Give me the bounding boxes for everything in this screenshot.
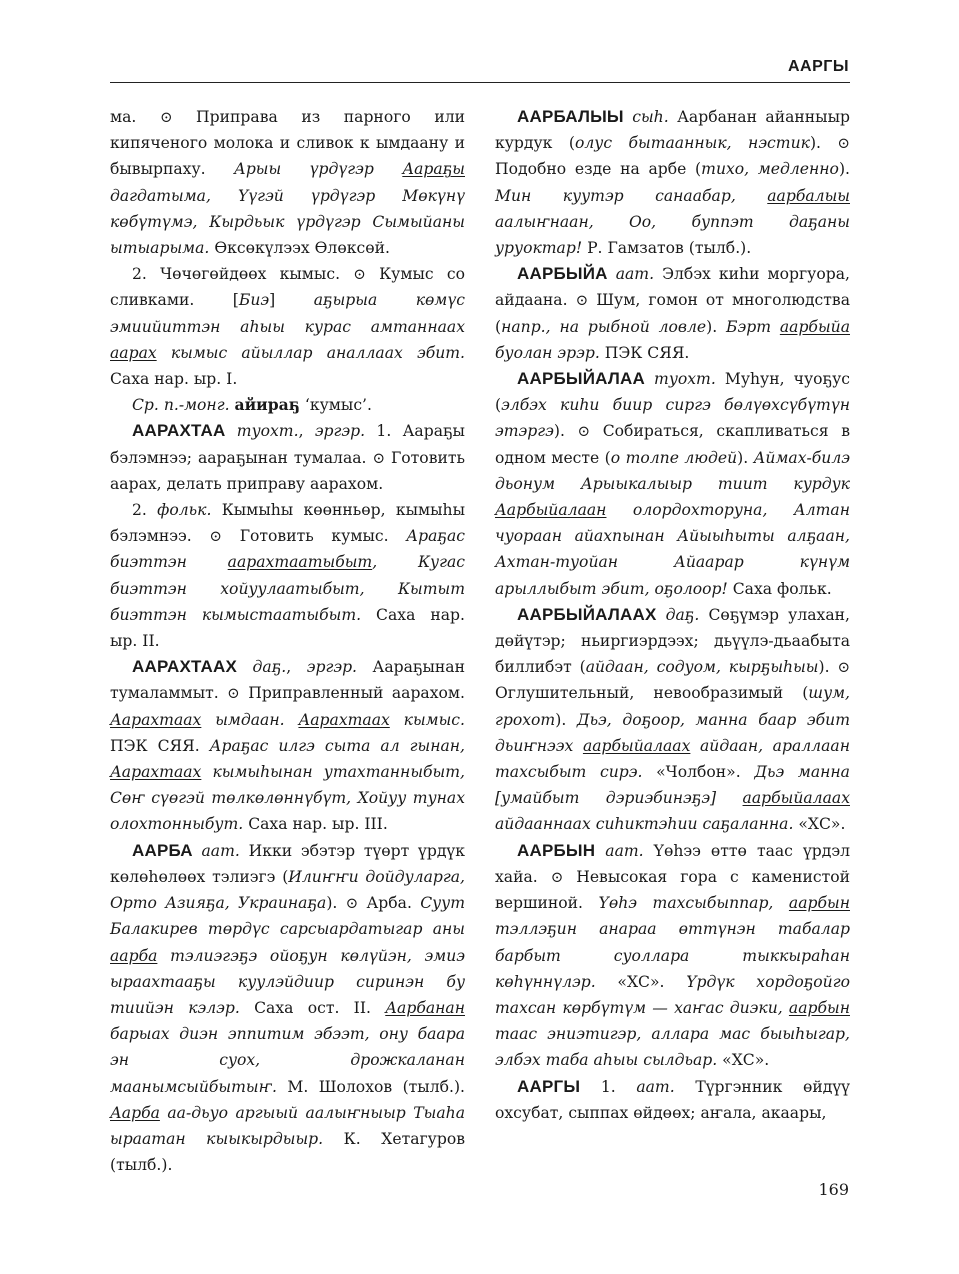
italic-text: Үөһэ тахсыбыппар, bbox=[598, 894, 789, 913]
italic-text: тихо, медленно bbox=[701, 160, 839, 179]
text-run: 2. bbox=[132, 501, 158, 520]
italic-text: дагдатыма, Үүгэй үрдүгэр Мөкүнү көбүтүмэ, Кырдьык үрдүгэр Сымыйаны ытыарыма. bbox=[110, 186, 465, 258]
italic-text: туохт. bbox=[654, 370, 716, 389]
text-run: Подобно езде на арбе ( bbox=[495, 160, 702, 179]
italic-text: напр., на рыбной ловле bbox=[501, 317, 707, 336]
text-run: ). bbox=[838, 160, 850, 179]
italic-text: таас эниэтигэр, аллара мас быыһыгар, элбэх таба аһыы сылдьар. bbox=[495, 1025, 850, 1070]
italic-text: айдаан, араллаан тахсыбыт сирэ. bbox=[495, 736, 850, 782]
text-run: Сөҕүмэр улахан, дөйүтэр; ньиргиэрдээх; дьүүлэ-дьаабыта биллибэт ( bbox=[495, 605, 850, 677]
text-run: Өксөкүлээх Өлөксөй. bbox=[209, 239, 390, 258]
text-run: 1. bbox=[580, 1077, 637, 1096]
text-run: Приправа из парного или кипяченого молока и сливок к ымдаану и бывырпаху. bbox=[110, 108, 466, 179]
italic-text: барыах диэн эппитим эбээт, ону баара эн суох, дрожкаланан маанымсыйбытыҥ. bbox=[110, 1025, 465, 1096]
text-run: Арба. bbox=[358, 894, 421, 913]
underlined-example-word: аарбыйа bbox=[779, 317, 850, 336]
italic-text: тэлиэгэҕэ ойоҕун көлүйэн, эмиэ ыраахтааҕы куулэйдиир сиринэн бу тиийэн кэлэр. bbox=[110, 946, 465, 1017]
underlined-example-word: Аарахтаах bbox=[110, 710, 202, 729]
italic-text: Араҕас биэттэн bbox=[110, 527, 465, 572]
text-run: ПЭК СЯЯ. bbox=[110, 736, 210, 755]
text-run: ). bbox=[809, 134, 838, 153]
text-run: Элбэх киһи моргуора, айдаана. bbox=[495, 265, 850, 310]
text-run: Түргэнник өйдүү охсубат, сыппах өйдөөх; аҥала, акаары, bbox=[495, 1077, 850, 1122]
circle-dot-icon: ⊙ bbox=[159, 108, 173, 126]
text-run: Собираться, скапливаться в одном месте ( bbox=[495, 422, 851, 467]
italic-text: айдааннаах сиһиктэһии саҕаланна. bbox=[495, 815, 794, 834]
text-run bbox=[608, 265, 616, 283]
italic-text: кымыһынан утахтанныбыт, Сөҥ сүөгэй төлкөлөннүбүт, Хойуу тунах олохтонныбут. bbox=[110, 763, 465, 834]
text-run: Аараҕынан тумаламмыт. bbox=[110, 658, 465, 703]
italic-text: сыһ. bbox=[632, 108, 669, 126]
circle-dot-icon: ⊙ bbox=[575, 291, 589, 310]
text-run bbox=[656, 606, 665, 624]
circle-dot-icon: ⊙ bbox=[372, 448, 386, 467]
text-run: 2. Чөчөгөйдөөх кымыс. bbox=[132, 265, 354, 284]
underlined-example-word: аарахтаатыбыт bbox=[227, 553, 373, 572]
entry-paragraph bbox=[495, 104, 850, 261]
text-run: Үөһээ өттө таас үрдэл хайа. bbox=[495, 841, 850, 886]
text-run bbox=[624, 108, 632, 126]
underlined-example-word: Аарахтаах bbox=[298, 710, 390, 729]
underlined-example-word: Аарба bbox=[110, 1103, 160, 1122]
text-run bbox=[237, 658, 253, 676]
circle-dot-icon: ⊙ bbox=[353, 265, 366, 284]
circle-dot-icon: ⊙ bbox=[209, 527, 222, 546]
italic-text: фольк. bbox=[157, 501, 212, 520]
circle-dot-icon: ⊙ bbox=[837, 658, 851, 677]
text-run: Готовить кумыс. bbox=[222, 527, 407, 546]
headword: ААРБА bbox=[132, 840, 193, 860]
text-run: «ХС». bbox=[595, 972, 687, 991]
underlined-example-word: аарах bbox=[110, 343, 157, 362]
text-run: 1. Аараҕы бэлэмнээ; аараҕынан тумалаа. bbox=[110, 422, 465, 467]
text-run: Р. Гамзатов (тылб.). bbox=[582, 239, 752, 258]
text-run: ма. bbox=[110, 108, 160, 126]
italic-text: аҕырыа көмүс эмиийиттэн аһыы курас амтаннаах bbox=[110, 291, 465, 336]
headword: ААРБЫЙА bbox=[517, 264, 608, 284]
italic-text: аалыҥнаан, Оо, буппэт даҕаны уруоктар! bbox=[495, 212, 850, 258]
italic-text: ымдаан. bbox=[201, 710, 299, 729]
italic-text: айдаан, содуом, кырҕыһыы bbox=[585, 658, 819, 677]
italic-text: Үрдүк хордоҕойго тахсан көрбүтүм — хаҥас диэки, bbox=[495, 972, 850, 1017]
entry-paragraph bbox=[495, 838, 850, 1074]
left-column bbox=[110, 104, 465, 1178]
italic-text: аат. bbox=[636, 1077, 675, 1096]
entry-paragraph bbox=[495, 261, 850, 366]
text-run: Готовить аарах, делать приправу аарахом. bbox=[110, 448, 465, 493]
italic-text: Биэ bbox=[238, 291, 270, 310]
entry-paragraph bbox=[495, 602, 850, 838]
italic-text: Бэрт bbox=[726, 317, 780, 336]
page-number: 169 bbox=[818, 1180, 849, 1199]
underlined-example-word: Аарахтаах bbox=[110, 763, 202, 782]
headword: ААРБЫЙАЛААХ bbox=[517, 604, 657, 624]
italic-text: Суут Балакирев төрдүс сарсыардатыгар аны bbox=[110, 894, 465, 939]
italic-text: Араҕас илгэ сыта ал гынан, bbox=[209, 736, 465, 755]
text-run: «ХС». bbox=[717, 1051, 770, 1070]
underlined-example-word: аарбын bbox=[788, 998, 850, 1017]
italic-text: Мин куутэр санаабар, bbox=[495, 186, 768, 205]
headword: ААРБЫН bbox=[517, 840, 596, 860]
italic-text: тэллэҕин анараа өттүнэн табалар барбыт суоллара тыккыраһан көһүннүлэр. bbox=[495, 920, 850, 991]
headword: ААРАХТАА bbox=[132, 421, 226, 441]
italic-text: кымыс. bbox=[389, 710, 465, 729]
text-run: , bbox=[298, 422, 315, 441]
italic-text: о толпе людей bbox=[610, 448, 738, 467]
text-run bbox=[595, 842, 605, 860]
text-run: ПЭК СЯЯ. bbox=[599, 343, 690, 362]
text-run bbox=[645, 370, 654, 388]
right-column bbox=[495, 104, 850, 1126]
entry-paragraph bbox=[110, 497, 465, 654]
italic-text: шум, грохот bbox=[495, 684, 850, 729]
italic-text: даҕ. bbox=[665, 605, 700, 624]
text-run: М. Шолохов (тылб.). bbox=[276, 1077, 465, 1096]
underlined-example-word: Аарбанан bbox=[385, 998, 465, 1017]
italic-text: даҕ. bbox=[252, 658, 287, 677]
italic-text: олордохторуна, Алтан чуораан айахпынан Айыыһыты алҕаан, Ахтан-туойан Айаарар күнүм арыллыбыт эбит, оҕолоор! bbox=[495, 501, 850, 598]
text-run: Саха нар. ыр. II. bbox=[110, 605, 465, 651]
headword: ААРАХТААХ bbox=[132, 657, 238, 677]
entry-paragraph bbox=[495, 366, 850, 602]
text-run: ). bbox=[818, 658, 838, 677]
headword: ААРГЫ bbox=[517, 1076, 581, 1096]
italic-text: Дьэ манна [умайбыт дэриэбинэҕэ] bbox=[495, 763, 850, 808]
header-rule bbox=[110, 82, 850, 83]
text-run: Саха нар. ыр. III. bbox=[243, 815, 388, 834]
text-run bbox=[193, 842, 202, 860]
italic-text: аат. bbox=[615, 265, 655, 284]
text-run: ). bbox=[706, 317, 727, 336]
text-run: Приправленный аарахом. bbox=[239, 684, 465, 703]
text-run: ). bbox=[737, 448, 754, 467]
text-run: Кумыс со сливками. [ bbox=[110, 265, 465, 310]
text-run: ). bbox=[326, 894, 346, 913]
italic-text: Ср. bbox=[132, 396, 159, 415]
entry-paragraph bbox=[110, 418, 465, 497]
text-run: ). bbox=[553, 422, 578, 441]
text-run: ‘кумыс’. bbox=[299, 396, 372, 415]
running-head: ААРГЫ bbox=[787, 58, 849, 75]
italic-text: олус бытааннык, нэстик bbox=[574, 134, 810, 153]
italic-text: Дьэ, доҕоор, манна баар эбит дьиҥнээх bbox=[495, 710, 850, 755]
underlined-example-word: аарбалыы bbox=[767, 186, 850, 205]
text-run: айираҕ bbox=[234, 395, 300, 415]
text-run: Саха ост. II. bbox=[239, 998, 386, 1017]
text-run: Невысокая гора с каменистой вершиной. bbox=[495, 867, 851, 913]
text-run: Икки эбэтэр түөрт үрдүк көлөһөлөөх тэлиэгэ ( bbox=[110, 841, 465, 886]
text-run: «Чолбон». bbox=[642, 763, 755, 782]
circle-dot-icon: ⊙ bbox=[345, 894, 359, 913]
italic-text: кымыс айыллар аналлаах эбит. bbox=[156, 343, 465, 362]
italic-text: аат. bbox=[201, 841, 240, 860]
italic-text: туохт. bbox=[236, 422, 299, 441]
underlined-example-word: аарба bbox=[110, 946, 158, 965]
italic-text: , Кугас биэттэн хойуулаатыбыт, Кытыт биэттэн кымыстаатыбыт. bbox=[110, 553, 465, 624]
italic-text: Арыы үрдүгэр bbox=[234, 160, 403, 179]
circle-dot-icon: ⊙ bbox=[577, 422, 591, 441]
headword: ААРБАЛЫЫ bbox=[517, 107, 624, 126]
text-run: ] bbox=[269, 291, 314, 310]
italic-text: эргэр. bbox=[314, 422, 366, 441]
circle-dot-icon: ⊙ bbox=[227, 684, 240, 703]
text-run: К. Хетагуров (тылб.). bbox=[110, 1129, 465, 1175]
text-run: Аарбанан айанныыр курдук ( bbox=[495, 108, 850, 153]
text-run: ). bbox=[555, 710, 577, 729]
text-run: Шум, гомон от многолюдства ( bbox=[495, 291, 850, 336]
entry-paragraph bbox=[110, 392, 465, 418]
text-run: Муһун, чуоҕус ( bbox=[495, 370, 850, 415]
headword: ААРБЫЙАЛАА bbox=[517, 369, 645, 389]
text-run bbox=[225, 422, 236, 440]
entry-paragraph bbox=[110, 261, 465, 392]
entry-paragraph bbox=[110, 104, 465, 261]
entry-paragraph bbox=[110, 654, 465, 837]
italic-text: буолан эрэр. bbox=[495, 343, 600, 362]
circle-dot-icon: ⊙ bbox=[837, 134, 850, 153]
entry-paragraph bbox=[110, 838, 465, 1179]
italic-text: п.-монг. bbox=[163, 396, 230, 415]
circle-dot-icon: ⊙ bbox=[550, 867, 564, 886]
italic-text: Илиҥҥи дойдуларга, Орто Азияҕа, Украинаҕа bbox=[110, 867, 465, 913]
underlined-example-word: Аарбыйалаан bbox=[495, 501, 607, 520]
text-run: Кымыһы көөнньөр, кымыһы бэлэмнээ. bbox=[110, 501, 465, 546]
entry-paragraph bbox=[495, 1074, 850, 1126]
italic-text: аат. bbox=[605, 841, 644, 860]
text-run: Саха нар. ыр. I. bbox=[110, 370, 238, 389]
text-run: , bbox=[286, 658, 307, 677]
text-run: «ХС». bbox=[793, 815, 846, 834]
italic-text: аа-дьуо аргыый аалыҥныыр Тыаһа ыраатан кыыкырдыыр. bbox=[110, 1103, 465, 1148]
italic-text: элбэх киһи биир сиргэ бөлүөхсүбүтүн этэргэ bbox=[495, 396, 850, 441]
text-run: Саха фольк. bbox=[727, 579, 832, 598]
underlined-example-word: аарбыйалаах bbox=[582, 736, 691, 755]
italic-text: Аймах-билэ дьонум Арыыкалыыр тиит курдук bbox=[495, 448, 850, 493]
text-run: Оглушительный, невообразимый ( bbox=[495, 684, 809, 703]
underlined-example-word: Аараҕы bbox=[402, 160, 465, 179]
underlined-example-word: аарбыйалаах bbox=[742, 789, 850, 808]
underlined-example-word: аарбын bbox=[788, 894, 850, 913]
italic-text: эргэр. bbox=[306, 658, 358, 677]
